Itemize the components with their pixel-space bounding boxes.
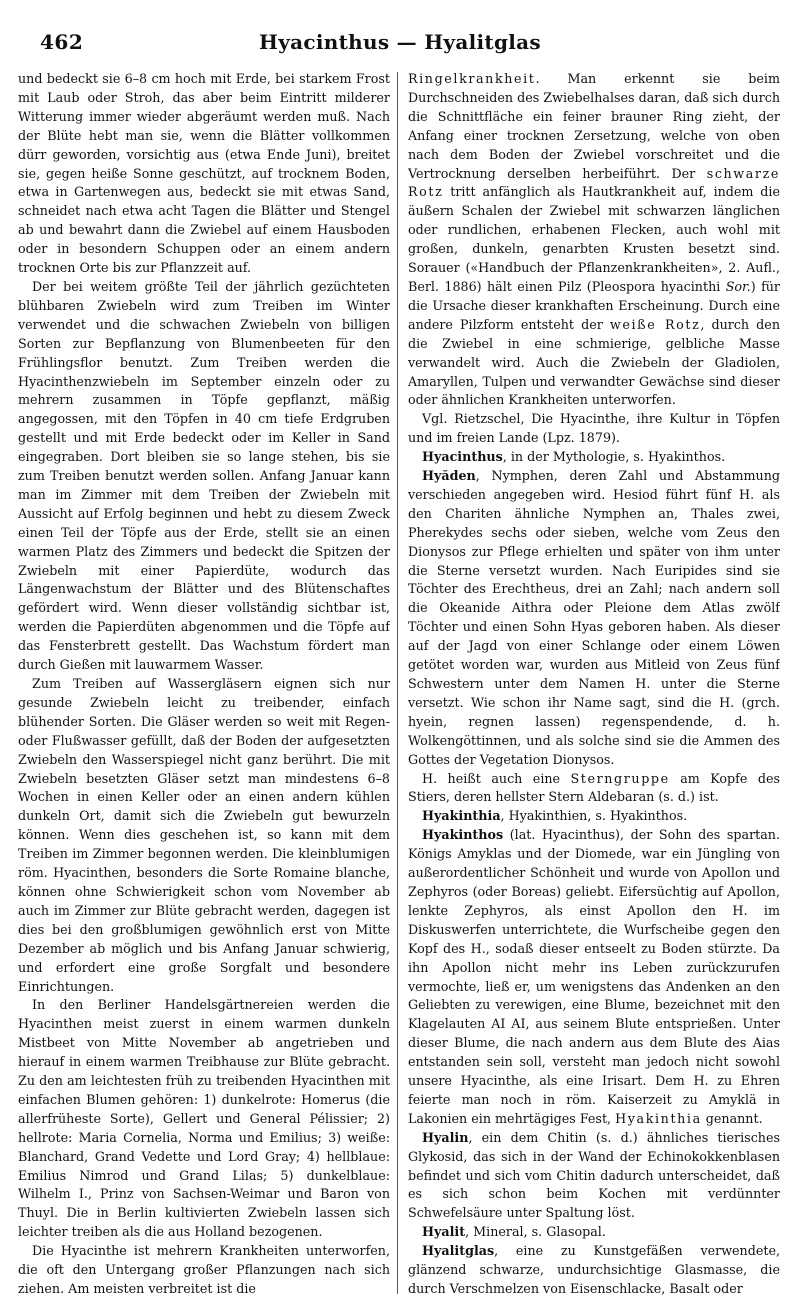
headword: Hyăden	[422, 468, 476, 484]
paragraph-forcing: Der bei weitem größte Teil der jährlich gezüchteten blühbaren Zwiebeln wird zum Treiben im Winter verwendet und die schwachen Zwiebeln von billigen Sorten zur Bepflanzung von Blumenbeeten für den Frühlingsflor benutzt. Zum Treiben werden die Hyacinthenzwiebeln im September einzeln oder zu mehrern zusammen in Töpfe gepflanzt, mäßig angegossen, mit den Töpfen in 40 cm tiefe Erdgruben gestellt und mit Erde bedeckt oder im Keller in Sand eingegraben. Dort bleiben sie so lange stehen, bis sie zum Treiben benutzt werden sollen. Anfang Januar kann man im Zimmer mit dem Treiben der Zwiebeln mit Aussicht auf Erfolg beginnen und hebt zu diesem Zweck einen Teil der Töpfe aus der Erde, stellt sie an einen warmen Platz des Zimmers und bedeckt die Spitzen der Zwiebeln mit einer Papierdüte, wodurch das Längenwachstum der Blätter und des Blütenschaftes gefördert wird. Wenn dieser vollständig sichtbar ist, werden die Papierdüten abgenommen und die Töpfe auf das Fensterbrett gestellt. Das Wachstum fördert man durch Gießen mit lauwarmem Wasser.	[18, 278, 390, 673]
term-ringelkrankheit: Ringelkrankheit	[408, 71, 536, 86]
column-divider	[397, 72, 398, 1294]
entry-hyalin: Hyalin, ein dem Chitin (s. d.) ähnliches tierisches Glykosid, das sich in der Wand der Echinokokkenblasen befindet und sich vom Chitin dadurch unterscheidet, daß es sich schon beim Kochen mit verdünnter Schwefelsäure unter Spaltung löst.	[408, 1129, 780, 1221]
entry-hyalit: Hyalit, Mineral, s. Glasopal.	[422, 1224, 606, 1240]
paragraph-berlin-nurseries: In den Berliner Handelsgärtnereien werden die Hyacinthen meist zuerst in einem warmen dunkeln Mistbeet von Mitte November ab angetrieben und hierauf in einem warmen Treibhause zur Blüte gebracht. Zu den am leichtesten früh zu treibenden Hyacinthen mit einfachen Blumen gehören: 1) dunkelrote: Homerus (die allerfrüheste Sorte), Gellert und General Pélissier; 2) hellrote: Maria Cornelia, Norma und Emilius; 3) weiße: Blanchard, Grand Vedette und Lord Gray; 4) hellblaue: Emilius Nimrod und Grand Lilas; 5) dunkelblaue: Wilhelm I., Prinz von Sachsen-Weimar und Baron von Thuyl. Die in Berlin kultivierten Zwiebeln lassen sich leichter treiben als die aus Holland bezogenen.	[18, 997, 390, 1240]
page-number: 462	[40, 30, 84, 54]
headword: Hyakinthos	[422, 827, 504, 843]
entry-hyaden: Hyăden, Nymphen, deren Zahl und Abstammung verschieden angegeben wird. Hesiod führt fünf H. als den Chariten ähnliche Nymphen an, Thales zwei, Pherekydes sechs oder sieben, welche vom Zeus den Dionysos zur Pflege erhielten und später von ihm unter die Sterne versetzt wurden. Nach Euripides sind sie Töchter des Erechtheus, drei an Zahl; nach andern soll die Okeanide Aithra oder Pleione dem Atlas zwölf Töchter und einen Sohn Hyas geboren haben. Als dieser auf der Jagd von einer Schlange oder einem Löwen getötet worden war, wurden aus Mitleid von Zeus fünf Schwestern unter dem Namen H. unter die Sterne versetzt. Wie schon ihr Name sagt, sind die H. (grch. hyein, regnen lassen) regenspendende, d. h. Wolkengöttinnen, und als solche sind sie die Ammen des Gottes der Vegetation Dionysos.	[408, 468, 780, 767]
term-hyakinthia: Hyakinthia	[615, 1110, 702, 1126]
paragraph-ring-disease: Ringelkrankheit. Man erkennt sie beim Durchschneiden des Zwiebelhalses daran, daß sich durch die Schnittfläche ein feiner brauner Ring zieht, der Anfang einer trocknen Zersetzung, welche von oben nach dem Boden der Zwiebel vorschreitet und die Vertrocknung derselben herbeiführt. Der schwarze Rotz tritt anfänglich als Hautkrankheit auf, indem die äußern Schalen der Zwiebel mit schwarzen länglichen oder rundlichen, erhabenen Flecken, auch wohl mit großen, dunkeln, genarbten Krusten besetzt sind. Sorauer («Handbuch der Pflanzenkrankheiten», 2. Aufl., Berl. 1886) hält einen Pilz (Pleospora hyacinthi Sor.) für die Ursache dieser krankhaften Erscheinung. Durch eine andere Pilzform entsteht der weiße Rotz, durch den die Zwiebel in eine schmierige, gelbliche Masse verwandelt wird. Auch die Zwiebeln der Gladiolen, Amaryllen, Tulpen und verwandter Gewächse sind dieser oder ähnlichen Krankheiten unterworfen.	[408, 71, 780, 408]
paragraph-diseases: Die Hyacinthe ist mehrern Krankheiten unterworfen, die oft den Untergang großer Pflanzungen nach sich ziehen. Am meisten verbreitet ist die	[18, 1243, 390, 1296]
entry-hyaden-star-group: H. heißt auch eine Sterngruppe am Kopfe des Stiers, deren hellster Stern Aldebaran (s. d.) ist.	[408, 770, 780, 805]
term-weisser-rotz: weiße Rotz	[609, 316, 701, 332]
entry-hyakinthos: Hyakinthos (lat. Hyacinthus), der Sohn des spartan. Königs Amyklas und der Diomede, war ein Jüngling von außerordentlicher Schönheit und wurde von Apollon und Zephyros (oder Boreas) geliebt. Eifersüchtig auf Apollon, lenkte Zephyros, als einst Apollon den H. im Diskuswerfen unterrichtete, die Wurfscheibe gegen den Kopf des H., sodaß dieser entseelt zu Boden stürzte. Da ihn Apollon nicht mehr ins Leben zurückzurufen vermochte, ließ er, um wenigstens das Andenken an den Geliebten zu verewigen, eine Blume, bezeichnet mit den Klagelauten AI AI, aus seinem Blute entsprießen. Unter dieser Blume, die nach andern aus dem Blute des Aias entstanden sein soll, versteht man jedoch nicht sowohl unsere Hyacinthe, als eine Irisart. Dem H. zu Ehren feierte man noch in röm. Kaiserzeit zu Amyklä in Lakonien ein mehrtägiges Fest, Hyakinthia genannt.	[408, 827, 780, 1126]
paragraph-reference: Vgl. Rietzschel, Die Hyacinthe, ihre Kultur in Töpfen und im freien Lande (Lpz. 1879).	[408, 411, 780, 446]
term-sterngruppe: Sterngruppe	[570, 770, 670, 786]
headword: Hyakinthia	[422, 808, 501, 824]
paragraph-continuation: und bedeckt sie 6–8 cm hoch mit Erde, bei starkem Frost mit Laub oder Stroh, das aber beim Eintritt milderer Witterung immer wieder abgeräumt werden muß. Nach der Blüte hebt man sie, wenn die Blätter vollkommen dürr geworden, vorsichtig aus (etwa Ende Juni), breitet sie, gegen heiße Sonne geschützt, auf trocknem Boden, etwa in Gartenwegen aus, bedeckt sie mit etwas Sand, schneidet nach etwa acht Tagen die Blätter und Stengel ab und bewahrt dann die Zwiebel auf einem Hausboden oder in besondern Schuppen oder an einem andern trocknen Orte bis zur Pflanzzeit auf.	[18, 71, 390, 276]
entry-hyakinthia: Hyakinthia, Hyakinthien, s. Hyakinthos.	[422, 808, 688, 824]
headword: Hyalitglas	[422, 1243, 495, 1259]
entry-hyalitglas: Hyalitglas, eine zu Kunstgefäßen verwendete, glänzend schwarze, undurchsichtige Glasmasse, die durch Verschmelzen von Eisenschlacke, Basalt oder	[408, 1243, 780, 1296]
headword: Hyacinthus	[422, 449, 503, 465]
running-head: Hyacinthus — Hyalitglas	[259, 30, 541, 54]
term-schwarzer-rotz: schwarze Rotz	[408, 165, 780, 200]
headword: Hyalin	[422, 1129, 469, 1145]
left-column	[18, 70, 390, 1298]
paragraph-water-glasses: Zum Treiben auf Wassergläsern eignen sich nur gesunde Zwiebeln leicht zu treibender, einfach blühender Sorten. Die Gläser werden so weit mit Regen- oder Flußwasser gefüllt, daß der Boden der aufgesetzten Zwiebeln den Wasserspiegel nicht ganz berührt. Die mit Zwiebeln besetzten Gläser setzt man mindestens 6–8 Wochen in einen Keller oder an einen andern kühlen dunkeln Ort, damit sich die Zwiebeln gut bewurzeln können. Wenn dies geschehen ist, so kann mit dem Treiben im Zimmer begonnen werden. Die kleinblumigen röm. Hyacinthen, besonders die Sorte Romaine blanche, können ohne Schwierigkeit schon vom November ab auch im Zimmer zur Blüte gebracht werden, dagegen ist dies bei den großblumigen gewöhnlich erst von Mitte Dezember ab möglich und bis Anfang Januar schwierig, und erfordert eine große Sorgfalt und besondere Einrichtungen.	[18, 676, 390, 994]
right-column	[408, 70, 780, 1298]
entry-hyacinthus: Hyacinthus, in der Mythologie, s. Hyakinthos.	[422, 449, 726, 465]
headword: Hyalit	[422, 1224, 466, 1240]
page-header	[20, 30, 780, 60]
